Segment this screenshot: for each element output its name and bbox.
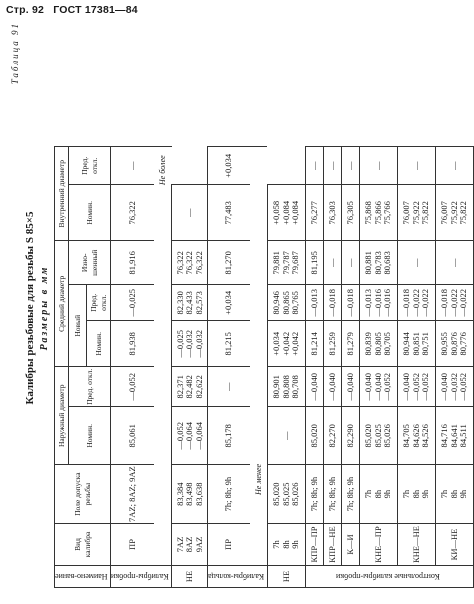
- cell-pole-line: 8h: [448, 489, 459, 499]
- cell-m-dev: [359, 285, 397, 321]
- page-number: Стр. 92: [6, 4, 45, 16]
- table-body: [111, 147, 474, 588]
- table-row: [397, 147, 435, 588]
- note-ne-menee: Не менее: [250, 147, 268, 566]
- cell-i-dev: [305, 147, 323, 185]
- cell-m-dev-line: —0,025: [174, 329, 185, 358]
- cell-o-nom-line: 84,526: [420, 424, 431, 448]
- cell-pole-line: 9h: [382, 489, 393, 499]
- cell-pole-line: 8h: [280, 540, 291, 549]
- cell-m-worn-line: 81,270: [223, 251, 234, 275]
- cell-pole: [267, 524, 305, 566]
- cell-m-nom-line: 80,751: [420, 332, 431, 356]
- cell-m-nom: [305, 321, 323, 367]
- cell-vid: [435, 524, 473, 566]
- cell-m-worn: [111, 241, 154, 285]
- cell-i-nom-line: 76,322: [126, 201, 137, 225]
- cell-pole-line: 7AZ: [174, 536, 185, 553]
- cell-i-nom: [172, 241, 208, 285]
- cell-i-nom: [323, 185, 341, 241]
- cell-o-dev-line: —0,052: [174, 421, 185, 450]
- cell-m-nom-line: 80,776: [458, 332, 469, 356]
- cell-pole-line: 7h; 8h; 9h: [326, 476, 337, 512]
- cell-pole-line: 8h: [410, 489, 421, 499]
- cell-m-dev-line: —0,013: [308, 288, 319, 317]
- cell-m-worn: [435, 241, 473, 285]
- cell-pole: [323, 465, 341, 524]
- cell-o-nom-line: 85,020: [271, 482, 282, 506]
- col-vid: Вид калибра: [55, 524, 111, 566]
- cell-m-dev-line: —0,025: [126, 288, 137, 317]
- cell-o-dev-line: —0,040: [308, 372, 319, 401]
- cell-o-nom-line: 84,511: [458, 424, 469, 448]
- col-mid-new: Новый: [69, 285, 87, 367]
- cell-i-dev: [397, 147, 435, 185]
- cell-o-nom-line: 84,716: [439, 424, 450, 448]
- cell-i-dev-line: —: [126, 161, 137, 171]
- cell-m-worn-line: —: [410, 258, 421, 268]
- cell-o-nom: [267, 465, 305, 524]
- cell-i-nom: [305, 185, 323, 241]
- cell-m-dev-line: —0,013: [363, 288, 374, 317]
- cell-vid: [341, 524, 359, 566]
- cell-m-worn-line: 82,433: [184, 291, 195, 315]
- cell-m-worn: [359, 241, 397, 285]
- cell-m-dev-line: —0,016: [372, 288, 383, 317]
- cell-i-nom-line: 75,922: [410, 201, 421, 225]
- cell-i-nom-line: 76,322: [184, 251, 195, 275]
- cell-i-nom-line: 75,822: [458, 201, 469, 225]
- cell-pole-line: 9AZ: [193, 536, 204, 553]
- cell-pole: [341, 465, 359, 524]
- cell-vid: [397, 524, 435, 566]
- cell-i-nom: [208, 185, 250, 241]
- cell-pole-line: 7AZ; 8AZ; 9AZ: [126, 466, 137, 522]
- cell-o-nom-line: 85,026: [290, 482, 301, 506]
- cell-m-worn: [341, 241, 359, 285]
- cell-pole-line: 9h: [458, 489, 469, 499]
- cell-m-dev-line: —0,032: [184, 329, 195, 358]
- cell-i-nom: [267, 241, 305, 285]
- cell-i-dev-line: +0,034: [223, 153, 234, 178]
- cell-m-worn-line: 81,195: [308, 251, 319, 275]
- cell-vid-line: КПР—НЕ: [326, 526, 337, 563]
- cell-o-dev-line: —0,040: [344, 372, 355, 401]
- cell-o-dev: [435, 367, 473, 407]
- cell-m-worn-line: 82,573: [193, 291, 204, 315]
- cell-o-nom-line: 82,290: [344, 424, 355, 448]
- cell-m-worn-line: 80,683: [382, 251, 393, 275]
- rotated-page: [8, 18, 469, 598]
- cell-o-nom-line: 83,638: [193, 482, 204, 506]
- cell-pole-line: 9h: [420, 489, 431, 499]
- table-row: [111, 147, 154, 588]
- cell-o-nom-line: 85,025: [280, 482, 291, 506]
- col-inner-diameter: Внутренний диаметр: [55, 147, 69, 241]
- cell-m-nom-line: 81,279: [344, 332, 355, 356]
- cell-i-dev: [208, 147, 250, 185]
- cell-i-nom-line: 76,007: [401, 201, 412, 225]
- cell-m-dev: [172, 321, 208, 367]
- cell-i-nom-line: 75,822: [420, 201, 431, 225]
- cell-i-nom-line: 77,483: [223, 201, 234, 225]
- cell-m-nom: [111, 321, 154, 367]
- cell-i-nom-line: 76,322: [174, 251, 185, 275]
- cell-i-nom-line: 76,007: [439, 201, 450, 225]
- cell-o-nom-line: 85,178: [223, 424, 234, 448]
- cell-o-nom-line: 85,061: [126, 424, 137, 448]
- table-row: [341, 147, 359, 588]
- cell-o-nom-line: 85,025: [372, 424, 383, 448]
- cell-i-nom-line: 75,766: [382, 201, 393, 225]
- cell-m-dev: [208, 285, 250, 321]
- cell-vid-line: ПР: [223, 539, 234, 550]
- cell-m-worn-line: 80,946: [271, 291, 282, 315]
- cell-m-worn-line: 82,330: [174, 291, 185, 315]
- group-label-text: Контрольные калибры-пробки: [336, 572, 441, 582]
- cell-m-dev: [305, 285, 323, 321]
- cell-m-dev-line: +0,034: [223, 290, 234, 315]
- cell-i-dev-line: +0,084: [290, 200, 301, 225]
- cell-o-nom-line: 84,626: [410, 424, 421, 448]
- cell-i-nom-line: 76,277: [308, 201, 319, 225]
- col-outer-nom: Номин.: [69, 407, 111, 465]
- group-label: [111, 566, 172, 588]
- cell-vid-line: КИ—НЕ: [448, 528, 459, 561]
- cell-pole: [397, 465, 435, 524]
- cell-m-worn-line: —: [326, 258, 337, 268]
- cell-i-nom-line: 79,787: [280, 251, 291, 275]
- cell-i-nom: [435, 185, 473, 241]
- cell-i-nom: [111, 185, 154, 241]
- cell-m-dev: [435, 285, 473, 321]
- col-mid-dev: Пред. откл.: [87, 285, 111, 321]
- cell-m-nom-line: 81,215: [223, 332, 234, 356]
- gauge-table: [54, 146, 474, 588]
- cell-vid-line: КНЕ—НЕ: [410, 526, 421, 563]
- cell-m-dev: [267, 321, 305, 367]
- cell-m-nom-line: 81,259: [326, 332, 337, 356]
- cell-pole: [172, 524, 208, 566]
- cell-m-dev-line: —0,018: [439, 288, 450, 317]
- cell-i-dev-line: —: [326, 161, 337, 171]
- col-outer-dev: Пред. откл.: [69, 367, 111, 407]
- cell-pole-line: 7h; 8h; 9h: [344, 476, 355, 512]
- note-row: [250, 147, 268, 588]
- cell-m-nom-line: 80,944: [401, 332, 412, 356]
- cell-i-nom: [397, 185, 435, 241]
- cell-m-worn: [305, 241, 323, 285]
- table-row: [208, 147, 250, 588]
- cell-m-dev-line: —0,022: [420, 288, 431, 317]
- cell-m-nom-line: 82,622: [193, 375, 204, 399]
- cell-m-nom-line: 80,708: [290, 375, 301, 399]
- cell-m-dev: [341, 285, 359, 321]
- cell-m-nom: [172, 367, 208, 407]
- cell-m-nom-line: 80,901: [271, 375, 282, 399]
- cell-m-nom-line: 81,214: [308, 332, 319, 356]
- col-inner-dev: Пред. откл.: [69, 147, 111, 185]
- cell-o-nom-line: 83,498: [184, 482, 195, 506]
- cell-i-dev: [341, 147, 359, 185]
- cell-m-dev-line: —0,018: [326, 288, 337, 317]
- cell-m-nom-line: 82,482: [184, 375, 195, 399]
- group-label: [208, 566, 268, 588]
- cell-o-nom: [397, 407, 435, 465]
- cell-vid: [305, 524, 323, 566]
- cell-m-worn-line: 80,881: [363, 251, 374, 275]
- cell-i-nom: [359, 185, 397, 241]
- group-label-text: Калибры-пробки: [111, 572, 169, 582]
- cell-pole-line: 7h; 8h; 9h: [223, 476, 234, 512]
- cell-i-nom: [341, 185, 359, 241]
- cell-m-dev-line: —0,018: [344, 288, 355, 317]
- cell-m-nom-line: 82,371: [174, 375, 185, 399]
- cell-m-dev: [323, 285, 341, 321]
- cell-o-dev-line: —0,040: [363, 372, 374, 401]
- cell-vid-line: ПР: [126, 539, 137, 550]
- cell-o-nom: [208, 407, 250, 465]
- cell-o-dev-line: —0,040: [372, 372, 383, 401]
- cell-i-dev-line: —: [448, 161, 459, 171]
- col-inner-nom: Номин.: [69, 185, 111, 241]
- cell-vid: [208, 524, 250, 566]
- cell-o-dev: [111, 367, 154, 407]
- cell-vid: [111, 524, 154, 566]
- cell-m-dev-line: —0,016: [382, 288, 393, 317]
- cell-i-nom-line: 79,881: [271, 251, 282, 275]
- cell-pole: [359, 465, 397, 524]
- col-pole: Поле допуска резьбы: [55, 465, 111, 524]
- cell-o-dev-line: —0,052: [410, 372, 421, 401]
- cell-o-dev-line: —0,040: [439, 372, 450, 401]
- cell-vid-line: КПР—ПР: [308, 526, 319, 563]
- cell-m-worn-line: 81,916: [126, 251, 137, 275]
- cell-o-dev-line: —0,052: [420, 372, 431, 401]
- col-mid-diameter: Средний диаметр: [55, 241, 69, 367]
- cell-o-nom: [172, 465, 208, 524]
- cell-o-dev: [359, 367, 397, 407]
- cell-i-dev-line: +0,084: [280, 200, 291, 225]
- cell-i-nom-line: 76,305: [344, 201, 355, 225]
- cell-o-dev-line: —0,040: [326, 372, 337, 401]
- cell-m-worn-line: 80,765: [290, 291, 301, 315]
- cell-o-nom-line: 82,270: [326, 424, 337, 448]
- cell-pole-line: 7h: [271, 540, 282, 549]
- cell-i-dev-line: —: [308, 161, 319, 171]
- cell-m-nom: [267, 367, 305, 407]
- cell-i-dev: [111, 147, 154, 185]
- cell-m-worn-line: 80,783: [372, 251, 383, 275]
- table-row: [267, 147, 305, 588]
- cell-pole-line: 8h: [372, 489, 383, 499]
- table-subtitle: Размеры в мм: [39, 265, 50, 351]
- cell-m-dev-line: +0,042: [290, 331, 301, 356]
- cell-i-dev-line: +0,058: [271, 200, 282, 225]
- cell-pole-line: 9h: [290, 540, 301, 549]
- cell-o-dev-line: —0,032: [448, 372, 459, 401]
- cell-m-dev-line: —0,022: [458, 288, 469, 317]
- cell-i-dev-line: —: [184, 208, 195, 218]
- standard-code: ГОСТ 17381—84: [53, 4, 138, 16]
- cell-pole: [305, 465, 323, 524]
- cell-pole: [435, 465, 473, 524]
- cell-o-nom-line: 83,384: [174, 482, 185, 506]
- cell-pole: [208, 465, 250, 524]
- note-row: [154, 147, 172, 588]
- cell-o-nom: [435, 407, 473, 465]
- cell-m-nom-line: 80,955: [439, 332, 450, 356]
- cell-m-nom: [208, 321, 250, 367]
- cell-m-worn: [397, 241, 435, 285]
- cell-i-nom-line: 76,322: [193, 251, 204, 275]
- cell-o-dev-line: —0,040: [401, 372, 412, 401]
- col-mid-nom: Номин.: [87, 321, 111, 367]
- cell-m-nom-line: 80,805: [372, 332, 383, 356]
- table-title: Калибры резьбовые для резьбы S 85×5: [24, 211, 36, 405]
- cell-m-dev-line: +0,042: [280, 331, 291, 356]
- cell-vid-line: КНЕ—ПР: [372, 526, 383, 563]
- cell-o-dev-line: —0,064: [184, 421, 195, 450]
- cell-pole-line: 7h; 8h; 9h: [308, 476, 319, 512]
- cell-vid: [172, 566, 208, 588]
- cell-m-worn-line: 80,865: [280, 291, 291, 315]
- cell-vid: [359, 524, 397, 566]
- cell-o-nom: [341, 407, 359, 465]
- cell-pole-line: 8AZ: [184, 536, 195, 553]
- cell-o-nom-line: 85,020: [363, 424, 374, 448]
- cell-o-nom: [359, 407, 397, 465]
- cell-m-nom: [397, 321, 435, 367]
- cell-m-nom-line: 80,851: [410, 332, 421, 356]
- cell-i-nom-line: 75,922: [448, 201, 459, 225]
- cell-vid: [323, 524, 341, 566]
- cell-m-nom: [435, 321, 473, 367]
- cell-i-nom-line: 76,303: [326, 201, 337, 225]
- cell-m-nom-line: 80,876: [448, 332, 459, 356]
- cell-o-dev-line: —: [280, 431, 291, 441]
- cell-o-dev: [267, 407, 305, 465]
- cell-o-dev-line: —0,052: [458, 372, 469, 401]
- cell-m-nom-line: 80,839: [363, 332, 374, 356]
- cell-m-nom: [359, 321, 397, 367]
- cell-o-dev-line: —0,052: [126, 372, 137, 401]
- cell-o-dev: [397, 367, 435, 407]
- cell-i-nom-line: 79,687: [290, 251, 301, 275]
- cell-o-nom-line: 85,020: [308, 424, 319, 448]
- cell-pole-line: 7h: [363, 489, 374, 499]
- col-mid-worn: Изно-шенный: [69, 241, 111, 285]
- cell-i-dev-line: —: [410, 161, 421, 171]
- cell-m-nom-line: 81,938: [126, 332, 137, 356]
- table-row: [323, 147, 341, 588]
- table-row: [172, 147, 208, 588]
- cell-pole-line: 7h: [439, 489, 450, 499]
- cell-o-nom: [111, 407, 154, 465]
- cell-o-nom-line: 84,705: [401, 424, 412, 448]
- cell-m-nom-line: 80,705: [382, 332, 393, 356]
- note-ne-bolee: Не более: [154, 147, 172, 566]
- cell-m-dev-line: —0,022: [448, 288, 459, 317]
- cell-o-dev-line: —: [223, 382, 234, 392]
- cell-vid: [267, 566, 305, 588]
- cell-vid-line: НЕ: [184, 570, 195, 583]
- table-row: [435, 147, 473, 588]
- cell-m-dev-line: —0,022: [410, 288, 421, 317]
- col-outer-diameter: Наружный диаметр: [55, 367, 69, 465]
- cell-m-nom: [323, 321, 341, 367]
- cell-i-dev-line: —: [344, 161, 355, 171]
- cell-m-worn-line: —: [448, 258, 459, 268]
- cell-o-nom: [323, 407, 341, 465]
- cell-vid-line: К—И: [344, 534, 355, 555]
- cell-o-dev: [172, 407, 208, 465]
- cell-m-worn: [172, 285, 208, 321]
- cell-m-worn: [208, 241, 250, 285]
- table-number: Таблица 91: [10, 22, 20, 85]
- cell-m-worn: [267, 285, 305, 321]
- cell-m-worn: [323, 241, 341, 285]
- group-label: [305, 566, 473, 588]
- table-row: [305, 147, 323, 588]
- cell-o-dev: [323, 367, 341, 407]
- cell-i-dev: [172, 185, 208, 241]
- cell-o-dev-line: —0,064: [193, 421, 204, 450]
- cell-pole-line: 7h: [401, 489, 412, 499]
- cell-o-nom-line: 84,641: [448, 424, 459, 448]
- cell-m-dev-line: —0,018: [401, 288, 412, 317]
- cell-o-dev-line: —0,052: [382, 372, 393, 401]
- cell-i-dev-line: —: [372, 161, 383, 171]
- cell-m-dev: [111, 285, 154, 321]
- cell-i-dev: [435, 147, 473, 185]
- cell-m-nom-line: 80,808: [280, 375, 291, 399]
- cell-i-nom-line: 75,866: [372, 201, 383, 225]
- cell-m-worn-line: —: [344, 258, 355, 268]
- cell-i-nom-line: 75,868: [363, 201, 374, 225]
- table-row: [359, 147, 397, 588]
- cell-m-nom: [341, 321, 359, 367]
- cell-i-dev: [359, 147, 397, 185]
- cell-o-dev: [341, 367, 359, 407]
- cell-m-dev-line: +0,034: [271, 331, 282, 356]
- cell-o-nom-line: 85,026: [382, 424, 393, 448]
- cell-m-dev: [397, 285, 435, 321]
- cell-o-nom: [305, 407, 323, 465]
- cell-vid-line: НЕ: [280, 570, 291, 583]
- group-label-text: Калибры-кольца: [208, 572, 265, 582]
- cell-o-dev: [305, 367, 323, 407]
- cell-m-dev-line: —0,032: [193, 329, 204, 358]
- cell-i-dev: [323, 147, 341, 185]
- cell-pole: [111, 465, 154, 524]
- cell-i-dev: [267, 185, 305, 241]
- cell-o-dev: [208, 367, 250, 407]
- col-naimenovanie: Наимено-вание: [55, 566, 111, 588]
